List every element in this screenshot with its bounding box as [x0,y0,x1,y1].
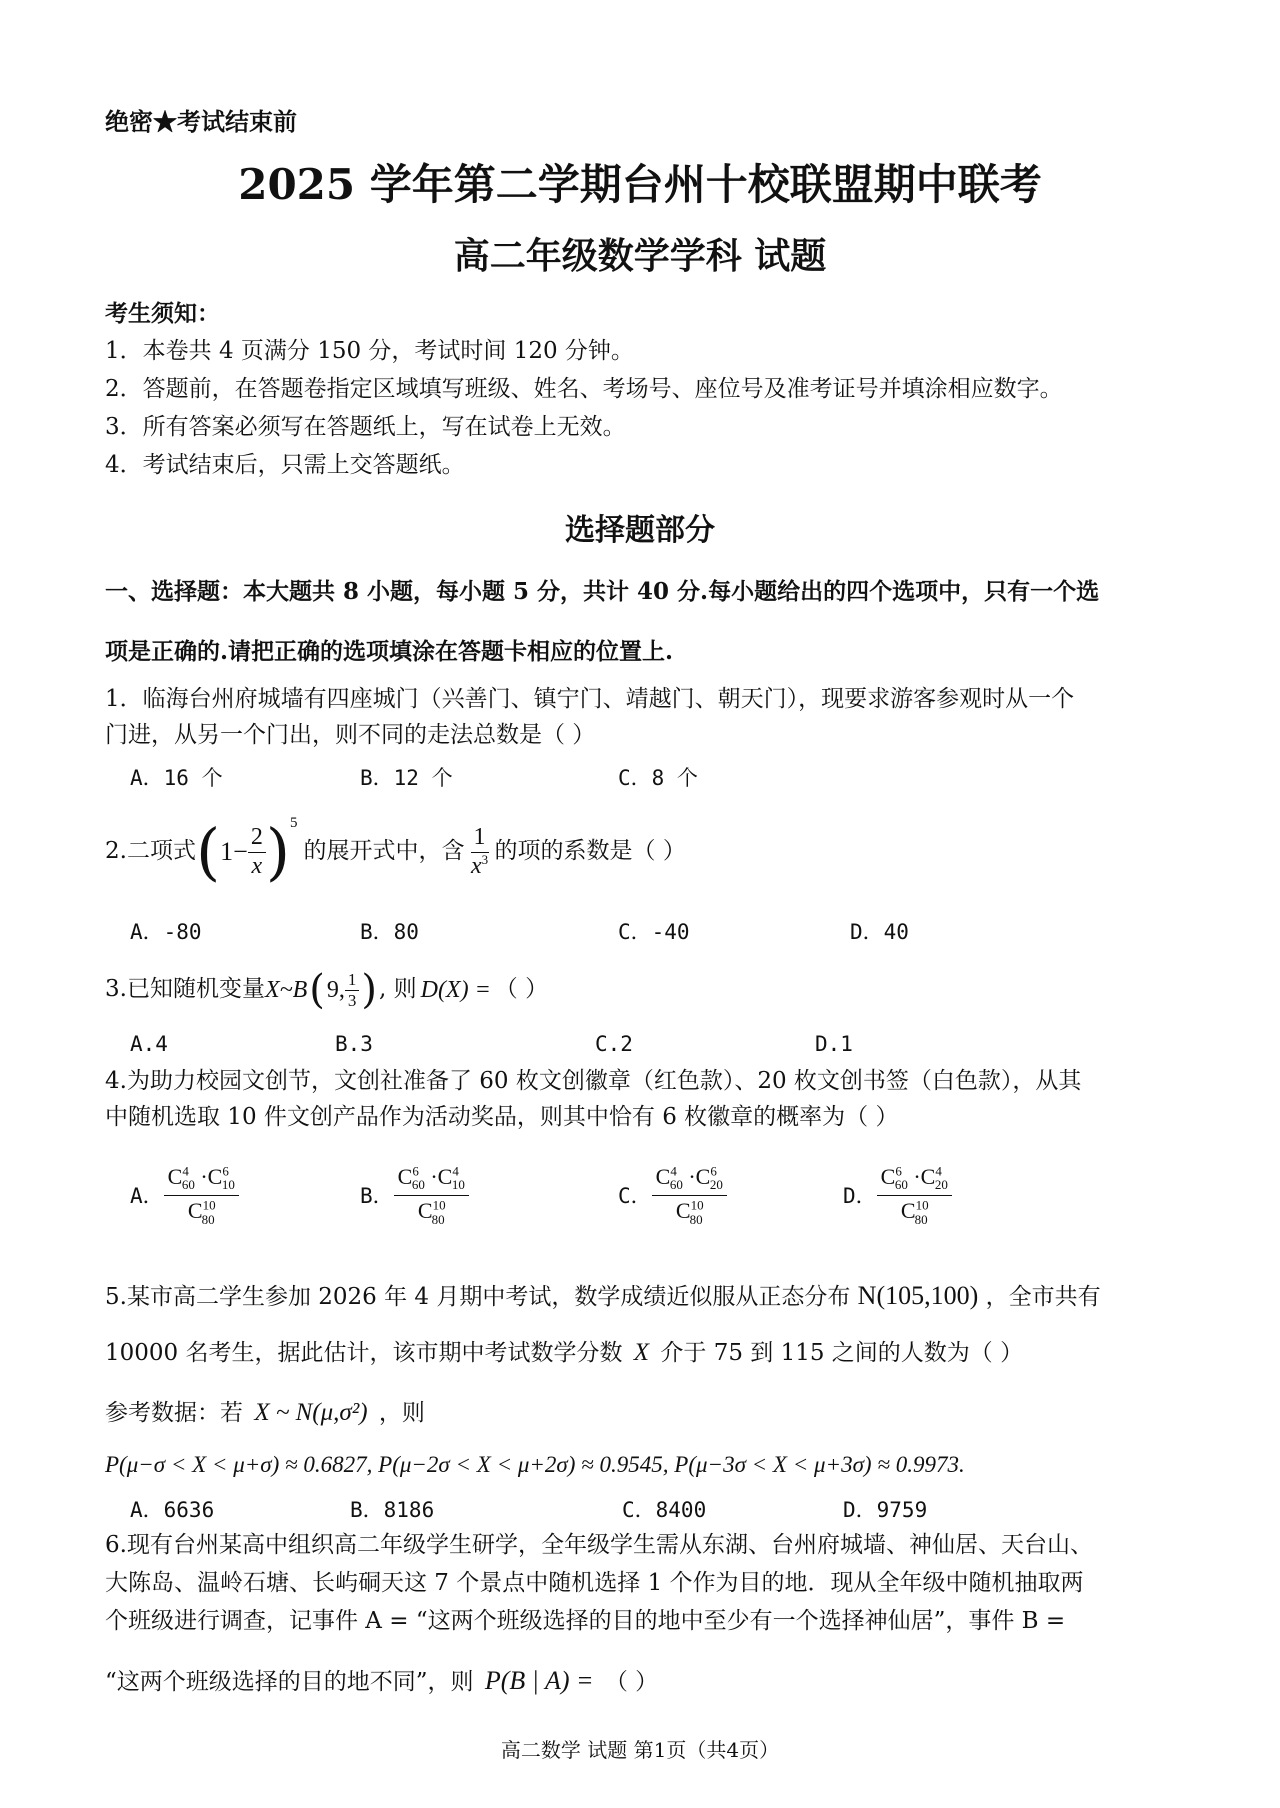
q4-option-b-label: B． [360,1183,394,1208]
q5-option-d: D．9759 [843,1498,928,1522]
q3-option-b: B.3 [335,1032,373,1056]
notice-item-4: 4．考试结束后，只需上交答题纸。 [105,452,465,478]
q5-option-a: A．6636 [130,1498,215,1522]
q4-a-num-c1-sup: 4 [182,1163,189,1179]
q3-var: X~B [264,976,308,1003]
secret-label: 绝密★考试结束前 [105,107,297,136]
q2-power: 5 [290,815,298,831]
section-title: 选择题部分 [565,513,715,548]
q2-one-minus: 1− [220,837,248,867]
q6-line4-expr: P(B | A) = [484,1666,594,1695]
q5-line1-b: ，全市共有 [985,1284,1101,1310]
q5-line1-dist: N(105,100) [857,1281,979,1310]
notice-item-1: 1．本卷共 4 页满分 150 分，考试时间 120 分钟。 [105,338,634,364]
q4-option-a-label: A． [130,1183,164,1208]
q6-line-1: 6.现有台州某高中组织高二年级学生研学，全年级学生需从东湖、台州府城墙、神仙居、天台山、 [105,1532,1093,1558]
q4-option-a [130,1162,239,1228]
q3-suffix-a: , 则 [378,976,417,1003]
q4-c-num-c2-sub: 20 [709,1177,723,1193]
q2-frac2-den: x [470,852,482,879]
q2-mid: 的展开式中，含 [303,838,465,865]
q4-c-den-sub: 80 [689,1211,703,1227]
q1-option-a: A．16 个 [130,766,223,790]
q3-prefix: 3.已知随机变量 [105,976,265,1003]
page-footer: 高二数学 试题 第1页（共4页） [500,1738,780,1762]
q4-b-num-c1-sub: 60 [411,1177,425,1193]
q3-right-paren: ) [361,967,377,1013]
q4-b-num-c2-sub: 10 [451,1177,465,1193]
q3-fraction [345,970,360,1010]
q4-option-a-num: $C^4_{60} \cdot C^6_{10}$ [164,1162,239,1196]
q4-a-den-sup: 10 [202,1198,216,1213]
q5-ref-b: ，则 [378,1400,425,1426]
q6-line4-b: （ ） [604,1669,659,1695]
q5-reference [105,1398,425,1428]
q1-line-1: 1．临海台州府城墙有四座城门（兴善门、镇宁门、靖越门、朝天门），现要求游客参观时从一个 [105,686,1075,712]
q4-option-d-den: $C^{10}_{80}$ [900,1198,929,1227]
q4-option-b-num: $C^6_{60} \cdot C^4_{10}$ [394,1162,469,1196]
q5-line1-a: 5.某市高二学生参加 2026 年 4 月期中考试，数学成绩近似服从正态分布 [105,1284,851,1310]
q5-ref-dist: X ~ N(μ,σ²) [254,1399,368,1426]
q2-frac2-num: 1 [471,824,489,853]
q1-line-2: 门进，从另一个门出，则不同的走法总数是（ ） [105,722,596,748]
q4-a-num-c1-sub: 60 [181,1177,195,1193]
q5-line2-var: X [633,1339,650,1366]
q5-formula: P(μ−σ < X < μ+σ) ≈ 0.6827, P(μ−2σ < X < μ+2σ) ≈ 0.9545, P(μ−3σ < X < μ+3σ) ≈ 0.9973. [105,1452,965,1477]
q2-frac2-den-wrap [471,853,489,881]
q2-frac-num: 2 [248,824,266,853]
q3-option-c: C.2 [595,1032,633,1056]
q4-option-c-num: $C^4_{60} \cdot C^6_{20}$ [652,1162,727,1196]
q1-option-b: B．12 个 [360,766,453,790]
exam-subtitle: 高二年级数学学科 试题 [453,235,827,277]
q2-frac2-pow: 3 [481,851,489,867]
q4-option-b [360,1162,469,1228]
q2-option-a: A．-80 [130,920,202,944]
q4-line-2: 中随机选取 10 件文创产品作为活动奖品，则其中恰有 6 枚徽章的概率为（ ） [105,1104,899,1130]
section-instruction-2: 项是正确的.请把正确的选项填涂在答题卡相应的位置上. [105,638,674,665]
q4-b-den-sub: 80 [431,1211,445,1227]
q4-option-d-label: D． [843,1183,877,1208]
q4-option-b-fraction [394,1162,469,1228]
q3-stem [105,962,548,1018]
q2-suffix: 的项的系数是（ ） [494,838,686,865]
q4-option-d-num: $C^6_{60} \cdot C^4_{20}$ [877,1162,952,1196]
q4-b-num-c2-sup: 4 [452,1163,459,1179]
q2-frac-den: x [251,852,263,879]
q4-option-c-fraction [652,1162,727,1228]
q6-line-3: 个班级进行调查，记事件 A = “这两个班级选择的目的地中至少有一个选择神仙居”，事件 B = [105,1608,1066,1634]
q3-suffix-b: （ ） [494,976,549,1003]
q5-ref-a: 参考数据：若 [105,1400,243,1426]
q4-c-den-sup: 10 [690,1198,704,1213]
q4-d-den-sub: 80 [914,1211,928,1227]
q5-line2-a: 10000 名考生，据此估计，该市期中考试数学分数 [105,1340,623,1366]
q3-n: 9, [326,976,345,1003]
q4-line-1: 4.为助力校园文创节，文创社准备了 60 枚文创徽章（红色款）、20 枚文创书签（白色款），从其 [105,1068,1082,1094]
q3-dx: D(X) = [420,976,491,1003]
q4-option-c-label: C． [618,1183,652,1208]
q2-right-paren: ) [265,815,291,888]
q5-line2-b: 介于 75 到 115 之间的人数为（ ） [660,1340,1024,1366]
q2-stem [105,812,686,892]
q6-line4-a: “这两个班级选择的目的地不同”，则 [105,1669,474,1695]
q4-d-num-c1-sup: 6 [895,1163,902,1179]
q4-option-c-den: $C^{10}_{80}$ [675,1198,704,1227]
q4-option-d [843,1162,952,1228]
q2-option-c: C．-40 [618,920,690,944]
exam-title: 2025 学年第二学期台州十校联盟期中联考 [238,160,1042,209]
q4-option-c [618,1162,727,1228]
section-instruction-1: 一、选择题：本大题共 8 小题，每小题 5 分，共计 40 分.每小题给出的四个选项中，只有一个选 [105,578,1100,605]
q4-d-num-c2-sub: 20 [934,1177,948,1193]
q4-d-num-c1-sub: 60 [894,1177,908,1193]
q4-d-num-c2-sup: 4 [935,1163,942,1179]
q3-option-a: A.4 [130,1032,168,1056]
q4-c-num-c1-sup: 4 [670,1163,677,1179]
q2-left-paren: ( [195,815,221,888]
q2-fraction [248,824,266,880]
q2-fraction-2 [471,824,489,880]
q4-b-num-c1-sup: 6 [412,1163,419,1179]
q5-line-1 [105,1280,1101,1312]
q4-a-num-c2-sup: 6 [222,1163,229,1179]
q4-a-num-c2-sub: 10 [221,1177,235,1193]
q4-option-b-den: $C^{10}_{80}$ [417,1198,446,1227]
q3-frac-den: 3 [347,990,357,1010]
q6-line-2: 大陈岛、温岭石塘、长屿硐天这 7 个景点中随机选择 1 个作为目的地．现从全年级中随机抽取两 [105,1570,1084,1596]
q4-option-a-fraction [164,1162,239,1228]
notice-item-2: 2．答题前，在答题卷指定区域填写班级、姓名、考场号、座位号及准考证号并填涂相应数字。 [105,376,1063,402]
q5-line-2 [105,1338,1023,1368]
q6-line-4 [105,1665,658,1697]
notice-item-3: 3．所有答案必须写在答题纸上，写在试卷上无效。 [105,414,626,440]
q2-prefix: 2.二项式 [105,838,196,865]
q4-a-den-sub: 80 [201,1211,215,1227]
q4-option-a-den: $C^{10}_{80}$ [187,1198,216,1227]
q5-option-c: C．8400 [622,1498,707,1522]
q3-frac-num: 1 [345,970,360,991]
q4-c-num-c1-sub: 60 [669,1177,683,1193]
q1-option-c: C．8 个 [618,766,698,790]
q4-c-num-c2-sup: 6 [710,1163,717,1179]
q2-option-b: B．80 [360,920,419,944]
q4-d-den-sup: 10 [915,1198,929,1213]
q4-b-den-sup: 10 [432,1198,446,1213]
q3-option-d: D.1 [815,1032,853,1056]
q5-option-b: B．8186 [350,1498,435,1522]
q2-option-d: D．40 [850,920,909,944]
notice-heading: 考生须知： [105,300,220,327]
q4-option-d-fraction [877,1162,952,1228]
q3-left-paren: ( [309,967,325,1013]
